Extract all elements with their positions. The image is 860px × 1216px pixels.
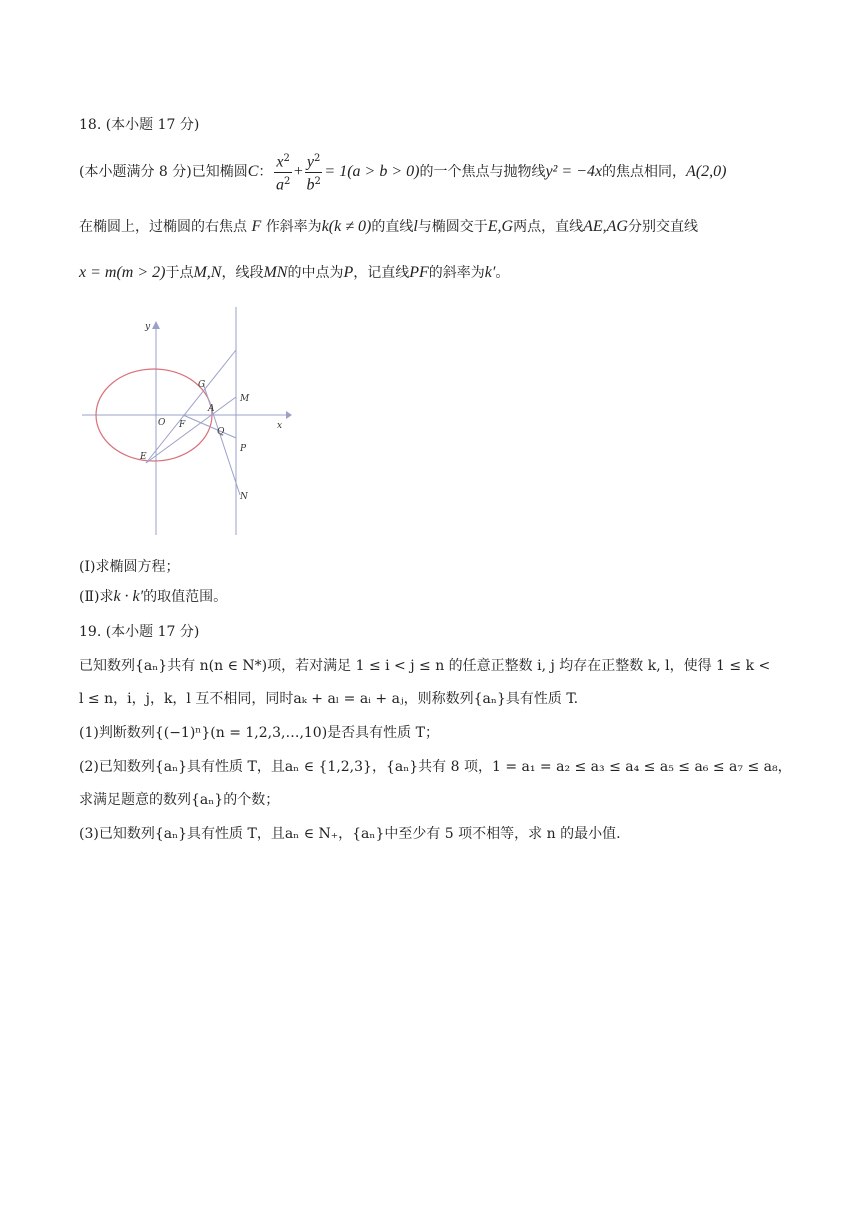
label-G: G xyxy=(198,380,206,390)
label-Q: Q xyxy=(217,427,225,437)
ellipse-figure xyxy=(78,303,293,535)
q19-sub2-line1: (2)已知数列{aₙ}具有性质 T，且aₙ ∈ {1,2,3}，{aₙ}共有 8 项，1 = a₁ = a₂ ≤ a₃ ≤ a₄ ≤ a₅ ≤ a₆ ≤ a₇ ≤ a₈， xyxy=(79,759,792,775)
label-M: M xyxy=(240,394,250,404)
q18-line1: (本小题满分 8 分)已知椭圆C： $\frac{x^2}{a^2}$ + $\frac{y^2}{b^2}$ = 1(a > b > 0)的一个焦点与抛物线y² = −4x的焦点相同，A(2,0) xyxy=(79,150,726,190)
label-A: A xyxy=(208,404,215,414)
q18-line3: x = m(m > 2)于点M,N，线段MN的中点为P，记直线PF的斜率为k′。 xyxy=(79,264,510,281)
q19-sub2-line2: 求满足题意的数列{aₙ}的个数； xyxy=(79,792,280,808)
line-AG xyxy=(203,383,240,495)
label-O: O xyxy=(158,418,166,428)
q19-paragraph-line2: l ≤ n，i，j，k，l 互不相同，同时aₖ + aₗ = aᵢ + aⱼ，则称数列{aₙ}具有性质 T. xyxy=(79,691,579,707)
y-axis-arrow xyxy=(152,321,160,329)
line-PF xyxy=(183,415,236,438)
q18-part2: (Ⅱ)求k · k′的取值范围。 xyxy=(79,588,228,605)
q18-header: 18. (本小题 17 分) xyxy=(79,117,200,133)
q19-paragraph-line1: 已知数列{aₙ}共有 n(n ∈ N*)项，若对满足 1 ≤ i < j ≤ n 的任意正整数 i, j 均存在正整数 k, l，使得 1 ≤ k < xyxy=(79,658,771,674)
q19-sub1: (1)判断数列{(−1)ⁿ}(n = 1,2,3,…,10)是否具有性质 T； xyxy=(79,725,439,741)
label-x: x xyxy=(277,421,283,431)
q18-part1: (Ⅰ)求椭圆方程； xyxy=(79,559,180,575)
label-y: y xyxy=(145,322,151,332)
x-axis-arrow xyxy=(286,411,292,419)
q19-header: 19. (本小题 17 分) xyxy=(79,624,200,640)
label-E: E xyxy=(140,452,147,462)
fraction-y2-b2: $\frac{y^2}{b^2}$ xyxy=(305,150,322,194)
fraction-x2-a2: $\frac{x^2}{a^2}$ xyxy=(274,150,291,194)
label-F: F xyxy=(179,420,186,430)
q18-line2: 在椭圆上，过椭圆的右焦点 F 作斜率为k(k ≠ 0)的直线l与椭圆交于E,G两点，直线AE,AG分别交直线 xyxy=(79,218,698,235)
label-N: N xyxy=(240,492,248,502)
q19-sub3: (3)已知数列{aₙ}具有性质 T，且aₙ ∈ N₊，{aₙ}中至少有 5 项不相等，求 n 的最小值. xyxy=(79,826,621,842)
label-P: P xyxy=(240,444,247,454)
